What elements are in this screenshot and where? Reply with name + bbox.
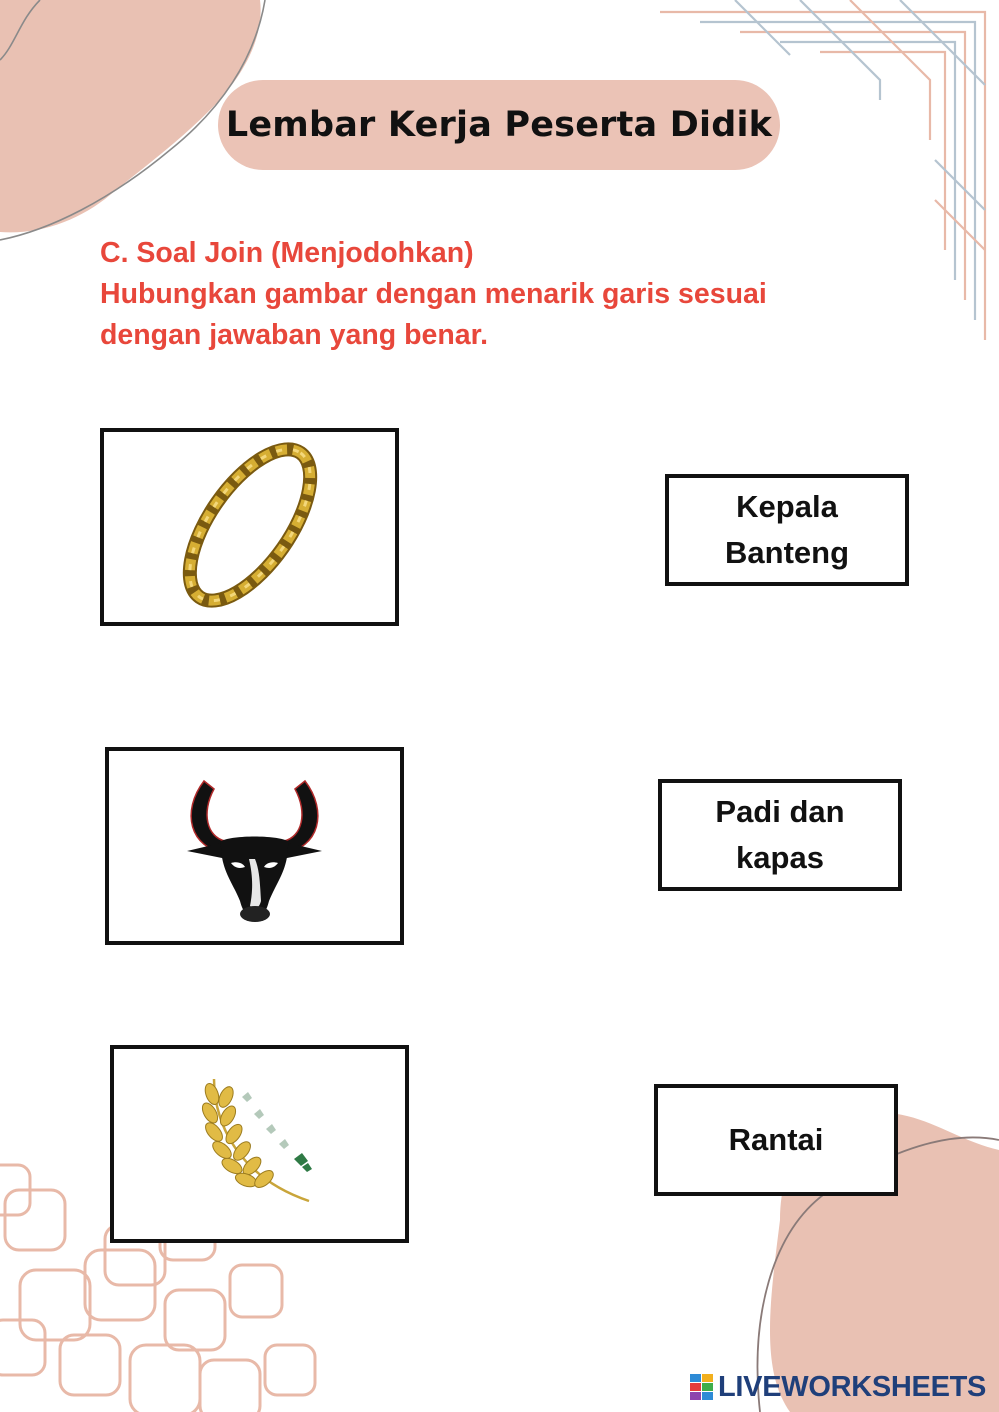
picture-box-chain[interactable]	[100, 428, 399, 626]
page-title: Lembar Kerja Peserta Didik	[218, 80, 780, 170]
rice-cotton-icon	[114, 1049, 405, 1239]
picture-box-bull[interactable]	[105, 747, 404, 945]
answer-box-padi-dan-kapas[interactable]	[658, 779, 902, 891]
bull-head-icon	[109, 751, 400, 941]
picture-box-rice-cotton[interactable]	[110, 1045, 409, 1243]
chain-ring-icon	[104, 432, 395, 622]
answer-box-rantai[interactable]	[654, 1084, 898, 1196]
liveworksheets-watermark	[690, 1370, 986, 1404]
answer-text: Banteng	[725, 535, 849, 570]
watermark-text: LIVEWORKSHEETS	[718, 1370, 987, 1403]
liveworksheets-logo-icon	[690, 1374, 714, 1400]
instruction-line-1: Hubungkan gambar dengan menarik garis sesuai	[100, 278, 767, 310]
instruction-line-2: dengan jawaban yang benar.	[100, 319, 489, 351]
answer-box-kepala-banteng[interactable]	[665, 474, 909, 586]
answer-text: kapas	[736, 840, 824, 875]
answer-text: Padi dan	[715, 794, 845, 829]
answer-text: Rantai	[728, 1122, 824, 1157]
section-heading: C. Soal Join (Menjodohkan)	[100, 237, 474, 269]
answer-text: Kepala	[736, 489, 838, 524]
instructions	[100, 233, 890, 356]
